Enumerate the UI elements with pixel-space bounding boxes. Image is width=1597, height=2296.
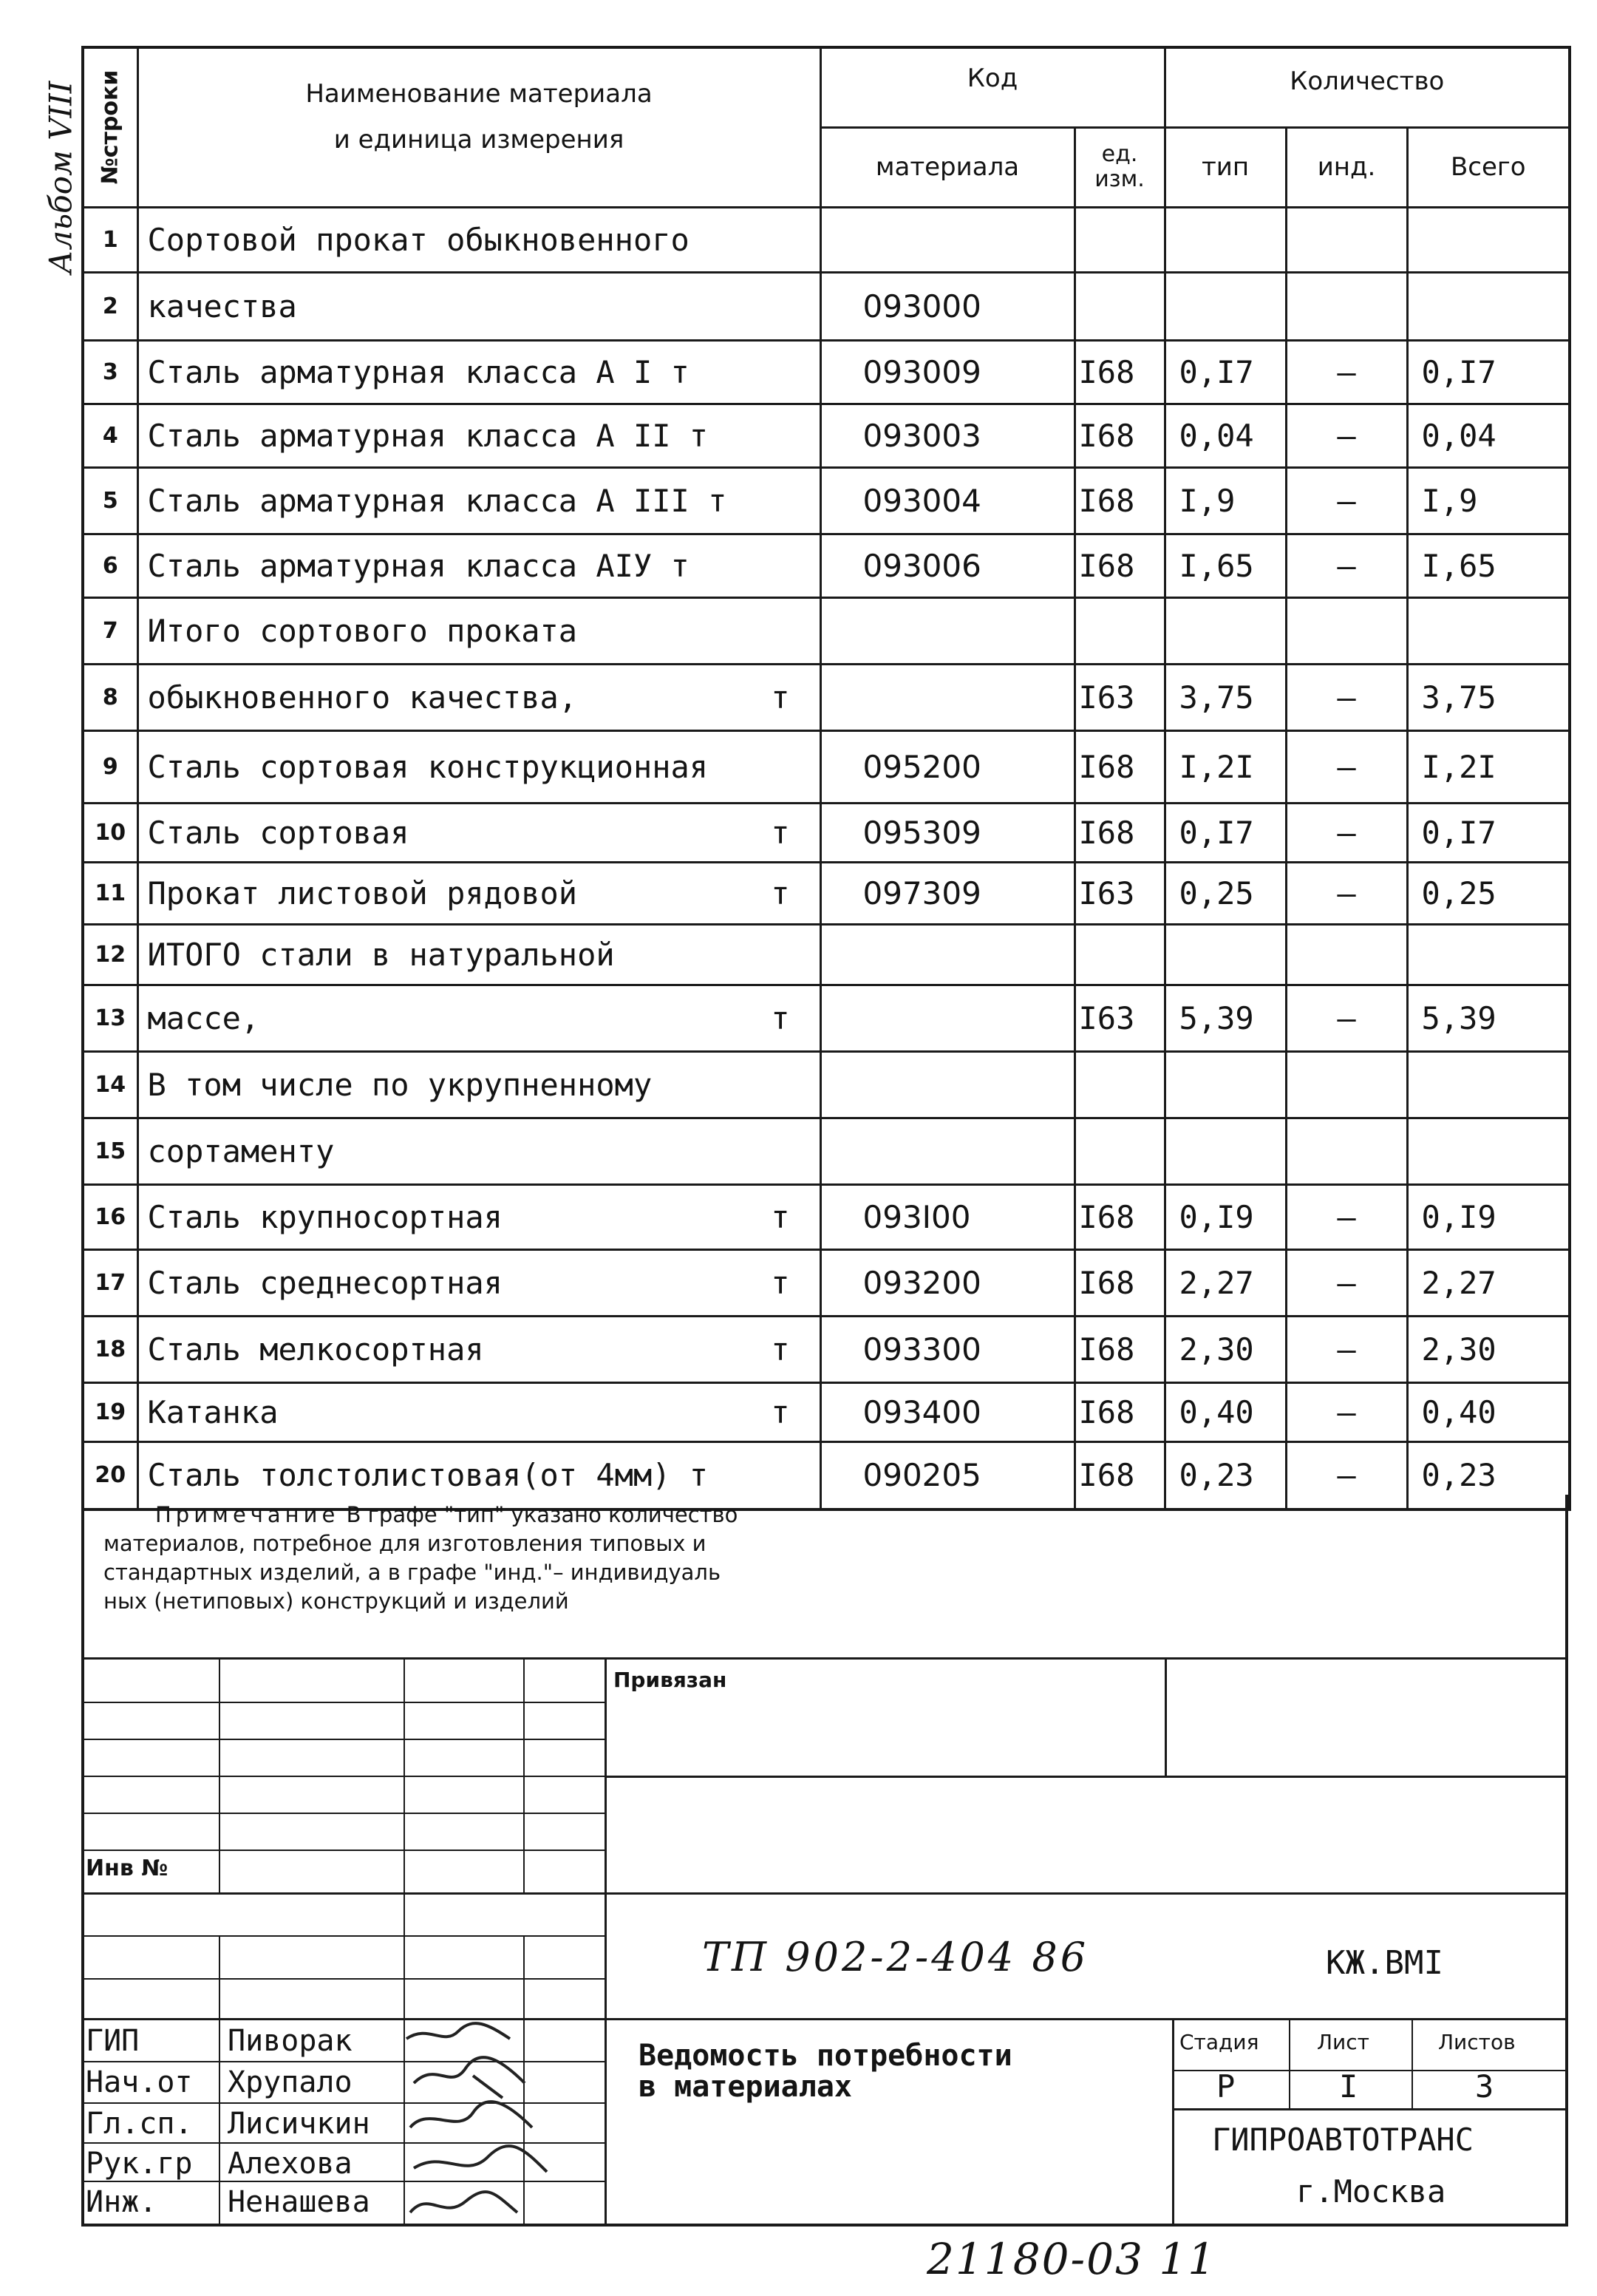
unit-code: I68 [1075,1382,1165,1441]
table-row [83,534,1570,597]
ind-quantity [1286,597,1407,664]
material-name-text: сортаменту [147,1132,335,1169]
note-caption: Примечание [155,1502,340,1527]
table-row [83,1184,1570,1249]
ind-header: инд. [1286,127,1407,207]
material-code: 093006 [820,534,1075,597]
table-row [83,664,1570,730]
unit-code: I68 [1075,730,1165,803]
doc-code: ТП 902-2-404 86 [702,1934,1089,1980]
sheet-mark: КЖ.ВМI [1326,1944,1443,1982]
material-name [137,1051,820,1118]
unit-code: I68 [1075,1316,1165,1382]
document-title-1: Ведомость потребности [639,2039,1012,2073]
table-row [83,1382,1570,1441]
material-code: 093200 [820,1249,1075,1316]
total-quantity: 2,27 [1407,1249,1570,1316]
material-code: 093004 [820,467,1075,534]
table-row [83,730,1570,803]
row-number: 20 [83,1441,137,1509]
material-name-text: Катанка [147,1393,279,1430]
signatory-role: Рук.гр [86,2147,193,2181]
typ-quantity: 3,75 [1165,664,1286,730]
material-unit-suffix: т [771,679,790,716]
total-quantity: 0,40 [1407,1382,1570,1441]
table-row [83,467,1570,534]
unit-code [1075,924,1165,985]
total-quantity: I,2I [1407,730,1570,803]
ind-quantity: – [1286,404,1407,467]
note-line-3: стандартных изделий, а в графе "инд."– индивидуаль [103,1560,721,1585]
material-name-text: Сталь крупносортная [147,1198,503,1235]
typ-quantity [1165,207,1286,272]
footer-number: 21180-03 11 [927,2234,1217,2284]
material-code [820,985,1075,1051]
inv-no-label: Инв № [86,1855,168,1881]
row-number: 5 [83,467,137,534]
typ-quantity: I,9 [1165,467,1286,534]
row-number: 10 [83,803,137,862]
material-unit-suffix: т [771,1198,790,1235]
material-name [137,467,820,534]
table-row [83,1316,1570,1382]
ind-quantity: – [1286,730,1407,803]
material-code: 093I00 [820,1184,1075,1249]
typ-quantity: 0,04 [1165,404,1286,467]
note-line-4: ных (нетиповых) конструкций и изделий [103,1589,569,1614]
total-quantity: 0,25 [1407,862,1570,924]
ind-quantity: – [1286,664,1407,730]
ind-quantity [1286,1118,1407,1184]
material-code: 093003 [820,404,1075,467]
typ-quantity: 0,40 [1165,1382,1286,1441]
material-name [137,404,820,467]
material-code: 095309 [820,803,1075,862]
material-name-text: Сортовой прокат обыкновенного [147,221,689,258]
name-header: Наименование материала и единица измерения [137,47,820,207]
row-number: 3 [83,340,137,404]
ind-quantity: – [1286,803,1407,862]
typ-quantity: 0,25 [1165,862,1286,924]
material-code: 097309 [820,862,1075,924]
row-number: 16 [83,1184,137,1249]
material-code: 093000 [820,272,1075,340]
privyazan-label: Привязан [613,1668,727,1692]
note [103,1501,1138,1616]
ind-quantity [1286,272,1407,340]
table-row [83,985,1570,1051]
sheet-label: Лист [1317,2030,1369,2054]
table-row [83,1249,1570,1316]
material-name [137,862,820,924]
unit-code: I68 [1075,803,1165,862]
material-name-text: Сталь арматурная класса АIУ т [147,547,689,584]
ind-quantity: – [1286,1316,1407,1382]
table-row [83,803,1570,862]
typ-quantity: 0,I7 [1165,803,1286,862]
note-line-2: материалов, потребное для изготовления типовых и [103,1531,706,1556]
album-label: Альбом VIII [42,81,79,274]
material-name [137,207,820,272]
material-code: 093300 [820,1316,1075,1382]
typ-quantity [1165,924,1286,985]
table-row [83,207,1570,272]
unit-code: I68 [1075,340,1165,404]
unit-code: I68 [1075,404,1165,467]
signatory-role: Инж. [86,2185,157,2219]
unit-code [1075,207,1165,272]
ind-quantity [1286,207,1407,272]
table-row [83,924,1570,985]
material-code [820,924,1075,985]
material-name-text: Сталь арматурная класса А I т [147,353,689,390]
material-name-text: Сталь толстолистовая(от 4мм) т [147,1457,709,1494]
typ-quantity: I,65 [1165,534,1286,597]
row-number: 6 [83,534,137,597]
unit-header: ед. изм. [1075,127,1165,207]
material-code: 090205 [820,1441,1075,1509]
material-code-header: материала [820,127,1075,207]
material-code: 095200 [820,730,1075,803]
material-name-text: Прокат листовой рядовой [147,874,578,911]
total-quantity: 0,I9 [1407,1184,1570,1249]
signatures-image [399,2017,576,2231]
material-name-text: Сталь мелкосортная [147,1331,484,1368]
ind-quantity: – [1286,534,1407,597]
typ-header: тип [1165,127,1286,207]
unit-code [1075,597,1165,664]
total-quantity [1407,1051,1570,1118]
total-quantity: 0,04 [1407,404,1570,467]
materials-table [81,46,1571,1511]
material-code: 093400 [820,1382,1075,1441]
ind-quantity: – [1286,1382,1407,1441]
total-quantity: 5,39 [1407,985,1570,1051]
material-code [820,597,1075,664]
material-name [137,803,820,862]
typ-quantity: 5,39 [1165,985,1286,1051]
material-name-text: Сталь сортовая [147,814,409,851]
ind-quantity: – [1286,467,1407,534]
ind-quantity: – [1286,1249,1407,1316]
total-quantity: 0,I7 [1407,803,1570,862]
material-name [137,340,820,404]
typ-quantity: 2,30 [1165,1316,1286,1382]
material-name [137,1382,820,1441]
ind-quantity: – [1286,1184,1407,1249]
ind-quantity: – [1286,985,1407,1051]
total-quantity: 0,23 [1407,1441,1570,1509]
typ-quantity [1165,597,1286,664]
signatory-name: Алехова [228,2147,353,2181]
total-quantity: 3,75 [1407,664,1570,730]
row-number: 7 [83,597,137,664]
unit-code [1075,1118,1165,1184]
table-row [83,340,1570,404]
material-name-text: Сталь среднесортная [147,1264,503,1301]
material-unit-suffix: т [771,1393,790,1430]
material-code [820,207,1075,272]
material-name-text: ИТОГО стали в натуральной [147,936,615,973]
total-quantity: I,9 [1407,467,1570,534]
material-name [137,534,820,597]
stage-label: Стадия [1179,2030,1259,2054]
total-quantity: 2,30 [1407,1316,1570,1382]
table-row [83,862,1570,924]
signatory-role: Гл.сп. [86,2107,193,2141]
unit-code [1075,1051,1165,1118]
signatory-name: Хрупало [228,2065,353,2099]
material-code: 093009 [820,340,1075,404]
total-quantity [1407,597,1570,664]
total-quantity [1407,272,1570,340]
table-row [83,272,1570,340]
material-unit-suffix: т [771,874,790,911]
row-number: 8 [83,664,137,730]
material-name [137,272,820,340]
signatory-role: Нач.от [86,2065,193,2099]
row-number: 15 [83,1118,137,1184]
quantity-header: Количество [1165,47,1570,127]
table-row [83,1118,1570,1184]
row-number: 11 [83,862,137,924]
unit-code [1075,272,1165,340]
ind-quantity: – [1286,340,1407,404]
material-name [137,597,820,664]
unit-code: I68 [1075,1184,1165,1249]
signatory-name: Пиворак [228,2024,353,2058]
material-name-text: Сталь арматурная класса А III т [147,482,727,519]
note-line-1: В графе "тип" указано количество [346,1502,738,1527]
row-number: 2 [83,272,137,340]
material-name-text: В том числе по укрупненному [147,1066,653,1103]
total-quantity [1407,1118,1570,1184]
unit-code: I68 [1075,467,1165,534]
material-name [137,924,820,985]
material-unit-suffix: т [771,999,790,1036]
material-name-text: Итого сортового проката [147,612,578,649]
material-unit-suffix: т [771,1264,790,1301]
material-unit-suffix: т [771,1331,790,1368]
signatory-name: Ненашева [228,2185,370,2219]
typ-quantity: 0,I7 [1165,340,1286,404]
material-name-text: Сталь сортовая конструкционная [147,748,709,785]
unit-code: I68 [1075,1441,1165,1509]
table-row [83,1051,1570,1118]
unit-code: I63 [1075,664,1165,730]
row-number: 19 [83,1382,137,1441]
row-number: 9 [83,730,137,803]
sheets-value: 3 [1475,2068,1494,2105]
total-quantity: 0,I7 [1407,340,1570,404]
unit-code: I68 [1075,1249,1165,1316]
ind-quantity: – [1286,862,1407,924]
ind-quantity [1286,924,1407,985]
material-code [820,1051,1075,1118]
sheet-value: I [1339,2068,1358,2105]
total-quantity [1407,207,1570,272]
typ-quantity: 0,23 [1165,1441,1286,1509]
material-name [137,1316,820,1382]
typ-quantity [1165,272,1286,340]
material-name-text: Сталь арматурная класса А II т [147,417,709,454]
typ-quantity [1165,1051,1286,1118]
row-number: 1 [83,207,137,272]
material-name [137,730,820,803]
stage-value: Р [1216,2068,1236,2105]
total-header: Всего [1407,127,1570,207]
material-name-text: качества [147,288,297,325]
total-quantity: I,65 [1407,534,1570,597]
typ-quantity: 2,27 [1165,1249,1286,1316]
organization: ГИПРОАВТОТРАНС [1212,2122,1474,2158]
sheets-label: Листов [1438,2030,1516,2054]
typ-quantity: I,2I [1165,730,1286,803]
material-name [137,985,820,1051]
signatory-role: ГИП [86,2024,140,2058]
material-unit-suffix: т [771,814,790,851]
table-row [83,404,1570,467]
material-name [137,1184,820,1249]
unit-code: I68 [1075,534,1165,597]
row-number: 13 [83,985,137,1051]
material-code [820,1118,1075,1184]
unit-code: I63 [1075,985,1165,1051]
unit-code: I63 [1075,862,1165,924]
city: г.Москва [1296,2173,1446,2210]
row-number: 12 [83,924,137,985]
material-name [137,1249,820,1316]
ind-quantity [1286,1051,1407,1118]
material-code [820,664,1075,730]
ind-quantity: – [1286,1441,1407,1509]
row-number: 18 [83,1316,137,1382]
row-number: 17 [83,1249,137,1316]
material-name-text: массе, [147,999,260,1036]
material-name-text: обыкновенного качества, [147,679,578,716]
signatory-name: Лисичкин [228,2107,370,2141]
material-name [137,1118,820,1184]
total-quantity [1407,924,1570,985]
row-number: 14 [83,1051,137,1118]
document-title-2: в материалах [639,2070,852,2104]
typ-quantity [1165,1118,1286,1184]
code-header: Код [820,47,1165,127]
material-name [137,664,820,730]
row-number: 4 [83,404,137,467]
row-number-header: №строки [83,47,137,207]
table-row [83,597,1570,664]
typ-quantity: 0,I9 [1165,1184,1286,1249]
